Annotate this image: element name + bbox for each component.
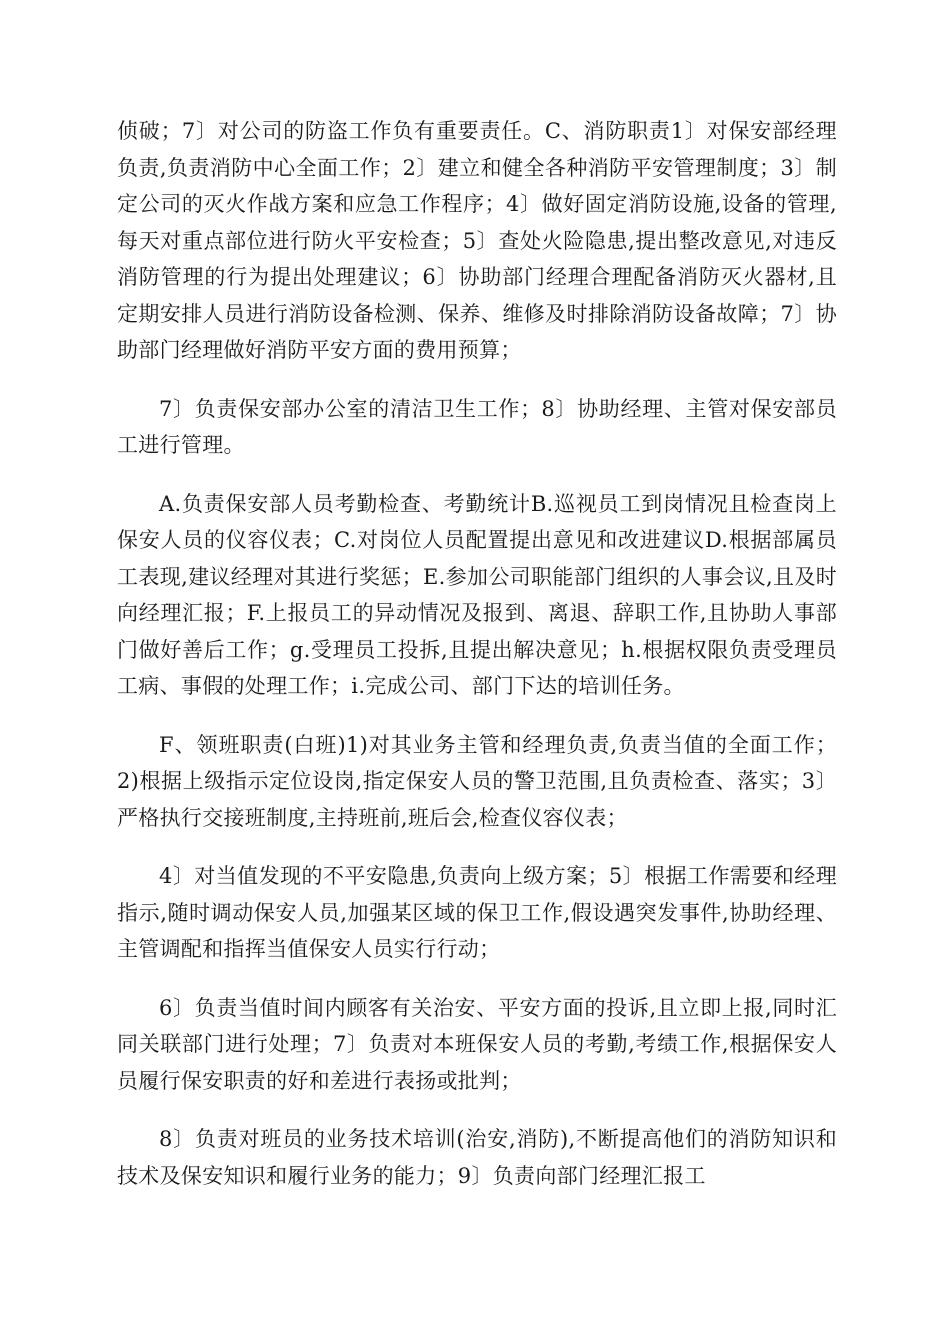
paragraph-fire-duties: 侦破；7〕对公司的防盗工作负有重要责任。C、消防职责1〕对保安部经理负责,负责消防中心全面工作；2〕建立和健全各种消防平安管理制度；3〕制定公司的灭火作战方案和应急工作程序；4〕做好固定消防设施,设备的管理,每天对重点部位进行防火平安检查；5〕查处火险隐患,提出整改意见,对违反消防管理的行为提出处理建议；6〕协助部门经理合理配备消防灭火器材,且定期安排人员进行消防设备检测、保养、维修及时排除消防设备故障；7〕协助部门经理做好消防平安方面的费用预算；	[117, 119, 837, 362]
paragraph-team-leader-duties: F、领班职责(白班)1)对其业务主管和经理负责,负责当值的全面工作；2)根据上级指示定位设岗,指定保安人员的警卫范围,且负责检查、落实；3〕严格执行交接班制度,主持班前,班后会,检查仪容仪表；	[117, 732, 837, 830]
paragraph-office-duties: 7〕负责保安部办公室的清洁卫生工作；8〕协助经理、主管对保安部员工进行管理。	[117, 396, 837, 457]
paragraph-hazard-reporting: 4〕对当值发现的不平安隐患,负责向上级方案；5〕根据工作需要和经理指示,随时调动保安人员,加强某区域的保卫工作,假设遇突发事件,协助经理、主管调配和指挥当值保安人员实行行动；	[117, 864, 837, 961]
paragraph-staff-management: A.负责保安部人员考勤检查、考勤统计B.巡视员工到岗情况且检查岗上保安人员的仪容仪表；C.对岗位人员配置提出意见和改进建议D.根据部属员工表现,建议经理对其进行奖惩；E.参加公司职能部门组织的人事会议,且及时向经理汇报；F.上报员工的异动情况及报到、离退、辞职工作,且协助人事部门做好善后工作；g.受理员工投拆,且提出解决意见；h.根据权限负责受理员工病、事假的处理工作；i.完成公司、部门下达的培训任务。	[117, 491, 837, 698]
paragraph-complaint-handling: 6〕负责当值时间内顾客有关治安、平安方面的投诉,且立即上报,同时汇同关联部门进行处理；7〕负责对本班保安人员的考勤,考绩工作,根据保安人员履行保安职责的好和差进行表扬或批判；	[117, 995, 837, 1093]
document-body	[117, 113, 837, 1216]
paragraph-training-duties: 8〕负责对班员的业务技术培训(治安,消防),不断提高他们的消防知识和技术及保安知识和履行业务的能力；9〕负责向部门经理汇报工	[117, 1127, 837, 1188]
